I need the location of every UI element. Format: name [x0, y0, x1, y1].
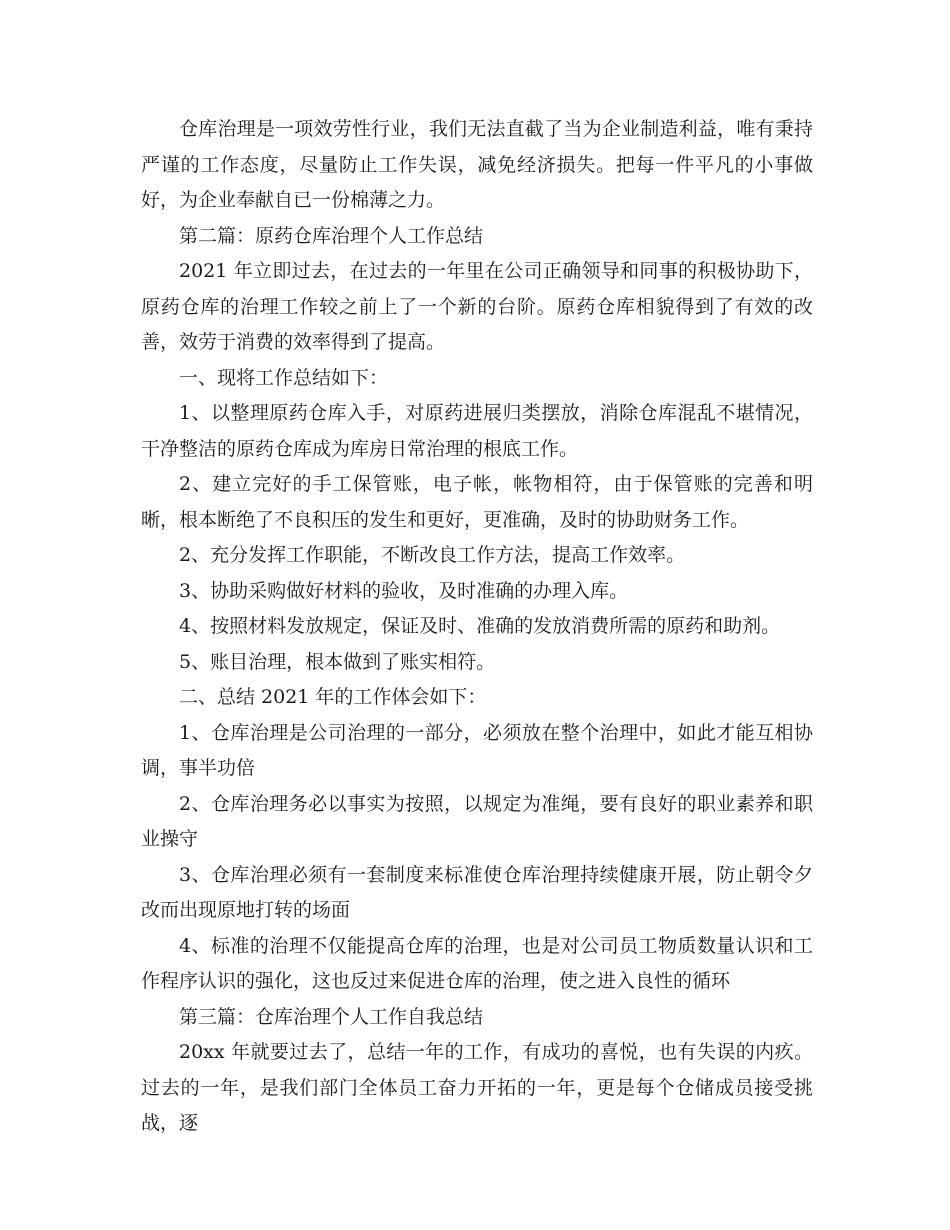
list-item: 2、建立完好的手工保管账，电子帐，帐物相符，由于保管账的完善和明晰，根本断绝了不良积压的发生和更好，更准确，及时的协助财务工作。: [141, 473, 813, 531]
list-item: 3、协助采购做好材料的验收，及时准确的办理入库。: [179, 579, 629, 602]
list-item: 2、仓库治理务必以事实为按照，以规定为准绳，要有良好的职业素养和职业操守: [141, 792, 813, 850]
section-heading-part-three: 第三篇：仓库治理个人工作自我总结: [179, 1005, 484, 1028]
list-item: 1、以整理原药仓库入手，对原药进展归类摆放，消除仓库混乱不堪情况，干净整洁的原药仓库成为库房日常治理的根底工作。: [141, 402, 813, 460]
list-item: 4、按照材料发放规定，保证及时、准确的发放消费所需的原药和助剂。: [179, 615, 781, 637]
list-item: 2、充分发挥工作职能，不断改良工作方法，提高工作效率。: [179, 544, 686, 566]
subheading-experience: 二、总结 2021 年的工作体会如下：: [179, 686, 487, 708]
paragraph-year-overview: 2021 年立即过去，在过去的一年里在公司正确领导和同事的积极协助下，原药仓库的治理工作较之前上了一个新的台阶。原药仓库相貌得到了有效的改善，效劳于消费的效率得到了提高。: [141, 260, 813, 353]
paragraph-intro-conclusion: 仓库治理是一项效劳性行业，我们无法直截了当为企业制造利益，唯有秉持严谨的工作态度，尽量防止工作失误，减免经济损失。把每一件平凡的小事做好，为企业奉献自已一份棉薄之力。: [141, 118, 813, 211]
subheading-work-summary: 一、现将工作总结如下：: [179, 366, 389, 389]
document-body: [141, 112, 813, 1142]
paragraph-year-end-intro: 20xx 年就要过去了，总结一年的工作，有成功的喜悦，也有失误的内疚。过去的一年，是我们部门全体员工奋力开拓的一年，更是每个仓储成员接受挑战，逐: [141, 1041, 813, 1134]
list-item: 4、标准的治理不仅能提高仓库的治理，也是对公司员工物质数量认识和工作程序认识的强化，这也反过来促进仓库的治理，使之进入良性的循环: [141, 934, 813, 992]
section-heading-part-two: 第二篇：原药仓库治理个人工作总结: [179, 224, 484, 247]
list-item: 5、账目治理，根本做到了账实相符。: [179, 650, 496, 673]
list-item: 3、仓库治理必须有一套制度来标准使仓库治理持续健康开展，防止朝令夕改而出现原地打转的场面: [141, 863, 813, 921]
list-item: 1、仓库治理是公司治理的一部分，必须放在整个治理中，如此才能互相协调，事半功倍: [141, 721, 813, 779]
